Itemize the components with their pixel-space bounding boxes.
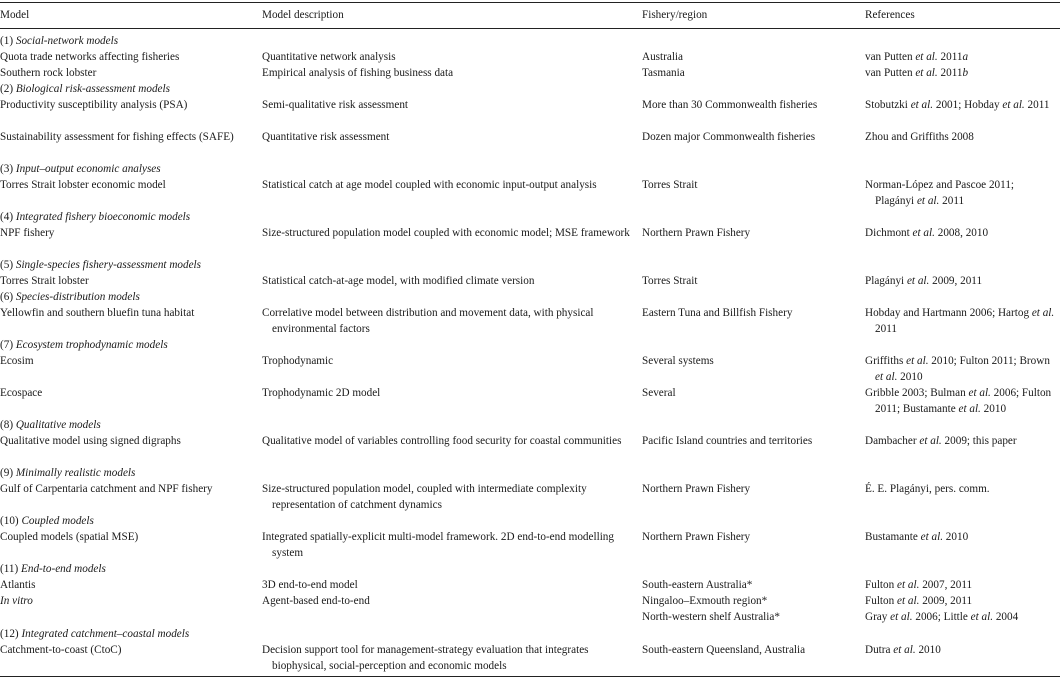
fishery-cell: Australia	[642, 51, 684, 63]
table-row	[0, 129, 1060, 145]
fishery-cell: Eastern Tuna and Billfish Fishery	[642, 307, 793, 319]
references-cell: Stobutzki et al. 2001; Hobday et al. 2011	[865, 99, 1050, 111]
section-heading: (7) Ecosystem trophodynamic models	[0, 339, 168, 351]
model-cell: In vitro	[0, 595, 33, 607]
table-row	[0, 385, 1060, 415]
model-cell: Qualitative model using signed digraphs	[0, 435, 181, 447]
section-heading: (11) End-to-end models	[0, 563, 106, 575]
model-cell: Torres Strait lobster	[0, 275, 89, 287]
description-cell: Quantitative network analysis	[262, 51, 396, 63]
references-cell: Hobday and Hartmann 2006; Hartog et al. 2011	[865, 307, 1055, 335]
references-cell: Dichmont et al. 2008, 2010	[865, 227, 989, 239]
fishery-cell: Dozen major Commonwealth fisheries	[642, 131, 816, 143]
section-heading: (1) Social-network models	[0, 35, 119, 47]
model-cell: Gulf of Carpentaria catchment and NPF fishery	[0, 483, 213, 495]
fishery-cell: Tasmania	[642, 67, 685, 79]
fishery-cell: Torres Strait	[642, 179, 698, 191]
table-row	[0, 177, 1060, 207]
fishery-cell: Northern Prawn Fishery	[642, 483, 751, 495]
table-row	[0, 481, 1060, 511]
fishery-cell: Ningaloo–Exmouth region*	[642, 595, 768, 607]
references-cell: É. E. Plagányi, pers. comm.	[865, 483, 990, 495]
references-cell: Gribble 2003; Bulman et al. 2006; Fulton 2011; Bustamante et al. 2010	[865, 387, 1052, 415]
table-row	[0, 49, 1060, 65]
table-row	[0, 225, 1060, 241]
table-row	[0, 65, 1060, 81]
model-cell: Catchment-to-coast (CtoC)	[0, 644, 122, 656]
model-cell: Ecospace	[0, 387, 43, 399]
references-cell: Dutra et al. 2010	[865, 644, 941, 656]
section-heading: (12) Integrated catchment–coastal models	[0, 628, 190, 640]
top-rule	[0, 2, 1060, 3]
description-cell: Qualitative model of variables controlling food security for coastal communities	[262, 435, 622, 447]
table-row	[0, 433, 1060, 449]
header-description: Model description	[262, 9, 344, 21]
table-row	[0, 353, 1060, 383]
model-cell: Quota trade networks affecting fisheries	[0, 51, 180, 63]
section-heading: (5) Single-species fishery-assessment models	[0, 259, 202, 271]
references-cell: Plagányi et al. 2009, 2011	[865, 275, 983, 287]
references-cell: van Putten et al. 2011b	[865, 67, 969, 79]
model-cell: Yellowfin and southern bluefin tuna habitat	[0, 307, 195, 319]
table-row	[0, 593, 1060, 609]
table-row	[0, 609, 1060, 625]
fishery-cell: Pacific Island countries and territories	[642, 435, 813, 447]
model-cell: Sustainability assessment for fishing effects (SAFE)	[0, 131, 234, 143]
description-cell: Empirical analysis of fishing business data	[262, 67, 454, 79]
model-cell: Productivity susceptibility analysis (PSA)	[0, 99, 188, 111]
section-heading: (9) Minimally realistic models	[0, 467, 136, 479]
table-row	[0, 305, 1060, 335]
description-cell: Quantitative risk assessment	[262, 131, 390, 143]
fishery-cell: Several	[642, 387, 676, 399]
description-cell: 3D end-to-end model	[262, 579, 358, 591]
section-heading: (2) Biological risk-assessment models	[0, 83, 170, 95]
description-cell: Correlative model between distribution and movement data, with physical environmental factors	[262, 307, 594, 335]
references-cell: Gray et al. 2006; Little et al. 2004	[865, 611, 1019, 623]
table-row	[0, 642, 1060, 672]
section-heading: (6) Species-distribution models	[0, 291, 140, 303]
description-cell: Decision support tool for management-strategy evaluation that integrates biophysical, social-perception and economic models	[262, 644, 589, 672]
references-cell: van Putten et al. 2011a	[865, 51, 969, 63]
references-cell: Zhou and Griffiths 2008	[865, 131, 974, 143]
table-row	[0, 577, 1060, 593]
table-row	[0, 97, 1060, 113]
header-references: References	[865, 9, 915, 21]
references-cell: Dambacher et al. 2009; this paper	[865, 435, 1017, 447]
description-cell: Size-structured population model, coupled with intermediate complexity representation of catchment dynamics	[262, 483, 587, 511]
description-cell: Trophodynamic 2D model	[262, 387, 381, 399]
model-cell: NPF fishery	[0, 227, 55, 239]
header-rule	[0, 28, 1060, 29]
references-cell: Fulton et al. 2009, 2011	[865, 595, 973, 607]
description-cell: Semi-qualitative risk assessment	[262, 99, 409, 111]
description-cell: Trophodynamic	[262, 355, 334, 367]
description-cell: Integrated spatially-explicit multi-model framework. 2D end-to-end modelling system	[262, 531, 614, 559]
fishery-cell: Torres Strait	[642, 275, 698, 287]
bottom-rule	[0, 676, 1060, 677]
model-cell: Coupled models (spatial MSE)	[0, 531, 139, 543]
model-cell: Southern rock lobster	[0, 67, 97, 79]
fishery-cell: North-western shelf Australia*	[642, 611, 780, 623]
fishery-cell: South-eastern Australia*	[642, 579, 753, 591]
model-cell: Torres Strait lobster economic model	[0, 179, 166, 191]
description-cell: Agent-based end-to-end	[262, 595, 370, 607]
section-heading: (10) Coupled models	[0, 515, 94, 527]
fishery-cell: Northern Prawn Fishery	[642, 531, 751, 543]
description-cell: Size-structured population model coupled with economic model; MSE framework	[262, 227, 630, 239]
table-row	[0, 529, 1060, 559]
section-heading: (3) Input–output economic analyses	[0, 163, 161, 175]
references-cell: Fulton et al. 2007, 2011	[865, 579, 973, 591]
model-cell: Atlantis	[0, 579, 36, 591]
header-fishery: Fishery/region	[642, 9, 708, 21]
section-heading: (4) Integrated fishery bioeconomic models	[0, 211, 191, 223]
description-cell: Statistical catch at age model coupled with economic input-output analysis	[262, 179, 597, 191]
fishery-cell: More than 30 Commonwealth fisheries	[642, 99, 818, 111]
references-cell: Norman-López and Pascoe 2011; Plagányi et al. 2011	[865, 179, 1015, 207]
description-cell: Statistical catch-at-age model, with modified climate version	[262, 275, 535, 287]
fishery-cell: Several systems	[642, 355, 714, 367]
fishery-cell: South-eastern Queensland, Australia	[642, 644, 806, 656]
fishery-cell: Northern Prawn Fishery	[642, 227, 751, 239]
table-row	[0, 273, 1060, 289]
model-cell: Ecosim	[0, 355, 34, 367]
references-cell: Bustamante et al. 2010	[865, 531, 969, 543]
references-cell: Griffiths et al. 2010; Fulton 2011; Brown et al. 2010	[865, 355, 1050, 383]
section-heading: (8) Qualitative models	[0, 419, 101, 431]
header-model: Model	[0, 9, 30, 21]
